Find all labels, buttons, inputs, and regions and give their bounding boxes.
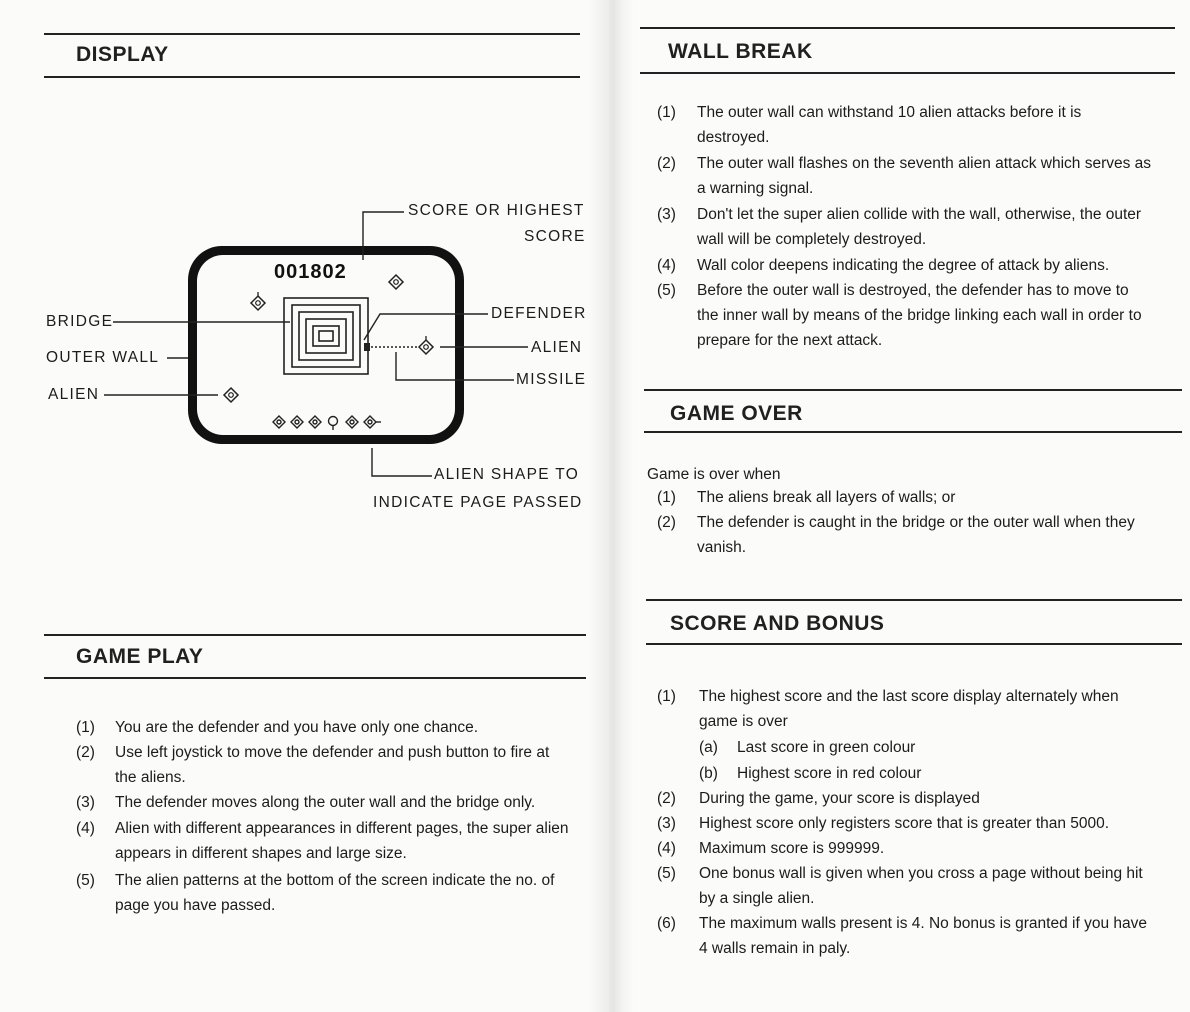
gameover-top-rule: [644, 389, 1182, 391]
item-number: (3): [657, 206, 676, 223]
item-text: One bonus wall is given when you cross a page without being hit by a single alien.: [699, 865, 1143, 907]
item-number: (3): [76, 794, 95, 811]
callout-shape: ALIEN SHAPE TO: [434, 466, 580, 483]
gameplay-item-3: [76, 790, 571, 815]
score-heading: SCORE AND BONUS: [670, 612, 885, 635]
callout-defender: DEFENDER: [491, 305, 587, 322]
score-sub-item-b: [699, 761, 999, 786]
item-text: The defender is caught in the bridge or the outer wall when they vanish.: [697, 514, 1135, 556]
score-item-2: [657, 786, 1157, 811]
item-number: (5): [76, 872, 95, 889]
sub-item-label: (a): [699, 739, 718, 756]
item-number: (2): [657, 514, 676, 531]
callout-missile: MISSILE: [516, 371, 587, 388]
item-number: (2): [76, 744, 95, 761]
display-bottom-rule: [44, 76, 580, 78]
item-text: The outer wall can withstand 10 alien attacks before it is destroyed.: [697, 104, 1082, 146]
wallbreak-top-rule: [640, 27, 1175, 29]
wallbreak-heading: WALL BREAK: [668, 40, 813, 63]
item-text: The alien patterns at the bottom of the screen indicate the no. of page you have passed.: [115, 872, 555, 914]
shape-leader: [372, 448, 432, 476]
item-text: During the game, your score is displayed: [699, 790, 980, 807]
sub-item-label: (b): [699, 765, 718, 782]
item-text: Don't let the super alien collide with the wall, otherwise, the outer wall will be completely destroyed.: [697, 206, 1142, 248]
callout-outer-wall: OUTER WALL: [46, 349, 160, 366]
item-number: (2): [657, 155, 676, 172]
wallbreak-bottom-rule: [640, 72, 1175, 74]
item-text: The defender moves along the outer wall and the bridge only.: [115, 794, 536, 811]
item-number: (5): [657, 282, 676, 299]
score-sub-item-a: [699, 735, 999, 760]
item-text: Wall color deepens indicating the degree of attack by aliens.: [697, 257, 1110, 274]
display-heading: DISPLAY: [76, 43, 169, 66]
item-number: (1): [657, 489, 676, 506]
item-number: (6): [657, 915, 676, 932]
gameplay-item-4: [76, 816, 571, 866]
callout-bridge: BRIDGE: [46, 313, 114, 330]
item-number: (5): [657, 865, 676, 882]
item-number: (1): [657, 104, 676, 121]
callout-alien-left: ALIEN: [48, 386, 100, 403]
gameplay-item-1: [76, 715, 571, 740]
item-text: Use left joystick to move the defender and push button to fire at the aliens.: [115, 744, 550, 786]
item-text: Highest score only registers score that is greater than 5000.: [699, 815, 1110, 832]
item-text: The aliens break all layers of walls; or: [697, 489, 956, 506]
score-item-1: [657, 684, 1157, 734]
sub-item-text: Last score in green colour: [737, 739, 916, 756]
score-item-3: [657, 811, 1157, 836]
gameover-bottom-rule: [644, 431, 1182, 433]
callout-score-cont: SCORE: [524, 228, 586, 245]
gameplay-item-5: [76, 868, 571, 918]
item-number: (1): [657, 688, 676, 705]
item-text: The outer wall flashes on the seventh alien attack which serves as a warning signal.: [697, 155, 1152, 197]
gameover-intro: Game is over when: [647, 466, 781, 483]
score-item-5: [657, 861, 1157, 911]
display-top-rule: [44, 33, 580, 35]
callout-alien-right: ALIEN: [531, 339, 583, 356]
item-text: You are the defender and you have only one chance.: [115, 719, 479, 736]
wallbreak-item-5: [657, 278, 1152, 353]
score-item-4: [657, 836, 1157, 861]
gameplay-top-rule: [44, 634, 586, 636]
item-number: (4): [657, 257, 676, 274]
gameplay-item-2: [76, 740, 571, 790]
callout-score: SCORE OR HIGHEST: [408, 202, 585, 219]
wallbreak-item-1: [657, 100, 1152, 150]
gameplay-bottom-rule: [44, 677, 586, 679]
score-item-6: [657, 911, 1157, 961]
gameover-item-1: [657, 485, 1157, 510]
item-text: Maximum score is 999999.: [699, 840, 885, 857]
item-text: Before the outer wall is destroyed, the defender has to move to the inner wall by means of the bridge linking each wall in order to prepare for the next attack.: [697, 282, 1142, 349]
item-number: (4): [657, 840, 676, 857]
callout-shape-cont: INDICATE PAGE PASSED: [373, 494, 583, 511]
screen-score: 001802: [274, 261, 347, 283]
item-number: (2): [657, 790, 676, 807]
wallbreak-item-3: [657, 202, 1152, 252]
score-bottom-rule: [646, 643, 1182, 645]
defender-marker: [364, 343, 370, 351]
item-number: (3): [657, 815, 676, 832]
gameover-heading: GAME OVER: [670, 402, 803, 425]
item-text: The highest score and the last score display alternately when game is over: [699, 688, 1119, 730]
gameplay-heading: GAME PLAY: [76, 645, 204, 668]
sub-item-text: Highest score in red colour: [737, 765, 922, 782]
item-text: The maximum walls present is 4. No bonus is granted if you have 4 walls remain in paly.: [699, 915, 1147, 957]
wallbreak-item-4: [657, 253, 1152, 278]
page-crease: [588, 0, 634, 1012]
item-number: (4): [76, 820, 95, 837]
wallbreak-item-2: [657, 151, 1152, 201]
item-text: Alien with different appearances in different pages, the super alien appears in different shapes and large size.: [115, 820, 569, 862]
gameover-item-2: [657, 510, 1157, 560]
item-number: (1): [76, 719, 95, 736]
score-top-rule: [646, 599, 1182, 601]
